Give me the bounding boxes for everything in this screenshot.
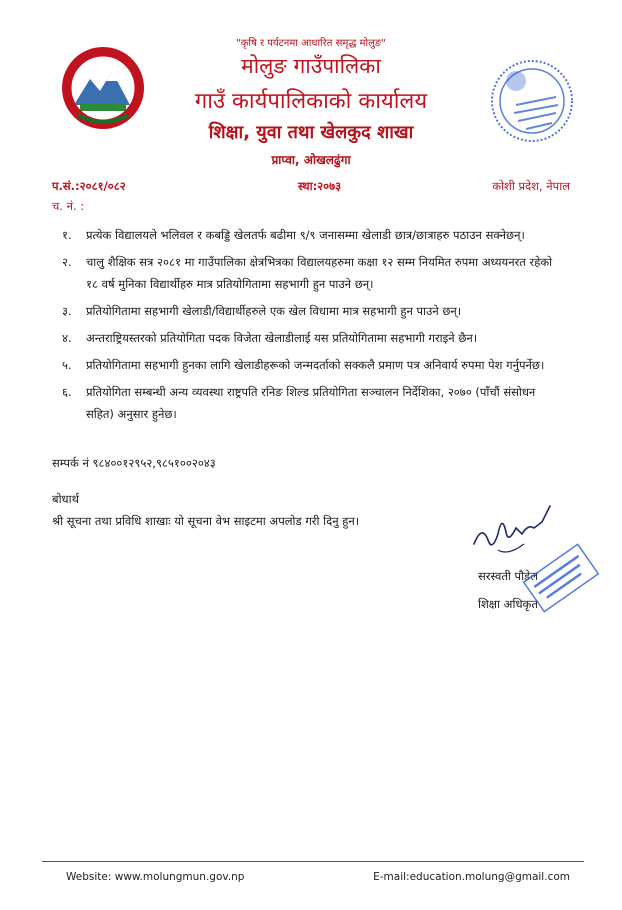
signer-title: शिक्षा अधिकृत	[478, 597, 538, 611]
section-name: शिक्षा, युवा तथा खेलकुद शाखा	[208, 122, 414, 143]
list-item	[62, 251, 562, 295]
dispatch-number: च. नं. :	[52, 199, 85, 213]
list-item	[62, 354, 562, 376]
item-text: प्रतियोगिता सम्बन्धी अन्य व्यवस्था राष्ट्रपति रनिङ शिल्ड प्रतियोगिता सञ्चालन निर्देशिका, २०७० (पाँचौं संसोधन सहित) अनुसार हुनेछ।	[86, 385, 536, 421]
item-number: २.	[62, 255, 72, 269]
list-item	[62, 224, 562, 246]
item-text: प्रत्येक विद्यालयले भलिवल र कबड्डि खेलतर्फ बढीमा ९/९ जनासम्मा खेलाडी छात्र/छात्राहरु पठाउन सक्नेछन्।	[86, 228, 525, 242]
province-label: कोशी प्रदेश, नेपाल	[492, 179, 570, 193]
footer-divider	[42, 861, 584, 862]
item-text: अन्तराष्ट्रियस्तरको प्रतियोगिता पदक विजेता खेलाडीलाई यस प्रतियोगितामा सहभागी गराइने छैन।	[86, 331, 478, 345]
item-number: ५.	[62, 358, 72, 372]
footer-website: Website: www.molungmun.gov.np	[66, 871, 245, 883]
list-item	[62, 300, 562, 322]
item-number: ४.	[62, 331, 72, 345]
established-year: स्था:२०७३	[298, 179, 342, 193]
item-text: चालु शैक्षिक सत्र २०८१ मा गाउँपालिका क्षेत्रभित्रका विद्यालयहरुमा कक्षा १२ सम्म नियमित रुपमा अध्ययनरत रहेको १८ वर्ष मुनिका विद्यार्थीहरु मात्र प्रतियोगितामा सहभागी हुन पाउने छन्।	[86, 255, 553, 291]
item-number: ६.	[62, 385, 72, 399]
item-number: १.	[62, 228, 72, 242]
office-location: प्राप्वा, ओखलढुंगा	[271, 153, 351, 167]
list-item	[62, 381, 562, 425]
slogan: "कृषि र पर्यटनमा आधारित समृद्ध मोलुङ"	[236, 38, 386, 49]
list-item	[62, 327, 562, 349]
signer-name: सरस्वती पौडेल	[478, 569, 538, 583]
contact-numbers: सम्पर्क नं ९८४००१२९५२,९८५१००२०४३	[52, 456, 216, 470]
rules-list	[62, 224, 562, 430]
office-name: गाउँ कार्यपालिकाको कार्यालय	[194, 89, 428, 114]
fyi-label: बोधार्थ	[52, 492, 79, 506]
signatory-stamp	[520, 530, 602, 625]
item-text: प्रतियोगितामा सहभागी खेलाडी/विद्यार्थीहरुले एक खेल विधामा मात्र सहभागी हुन पाउने छन्।	[86, 304, 462, 318]
reference-number: प.सं.:२०८१/०८२	[52, 179, 126, 193]
fyi-recipient: श्री सूचना तथा प्रविधि शाखाः यो सूचना वेभ साइटमा अपलोड गरी दिनु हुन।	[52, 514, 360, 528]
footer-email: E-mail:education.molung@gmail.com	[373, 871, 570, 883]
municipality-name: मोलुङ गाउँपालिका	[241, 54, 381, 78]
item-text: प्रतियोगितामा सहभागी हुनका लागि खेलाडीहरूको जन्मदर्ताको सक्कलै प्रमाण पत्र अनिवार्य रुपमा पेश गर्नुपर्नेछ।	[86, 358, 545, 372]
item-number: ३.	[62, 304, 72, 318]
